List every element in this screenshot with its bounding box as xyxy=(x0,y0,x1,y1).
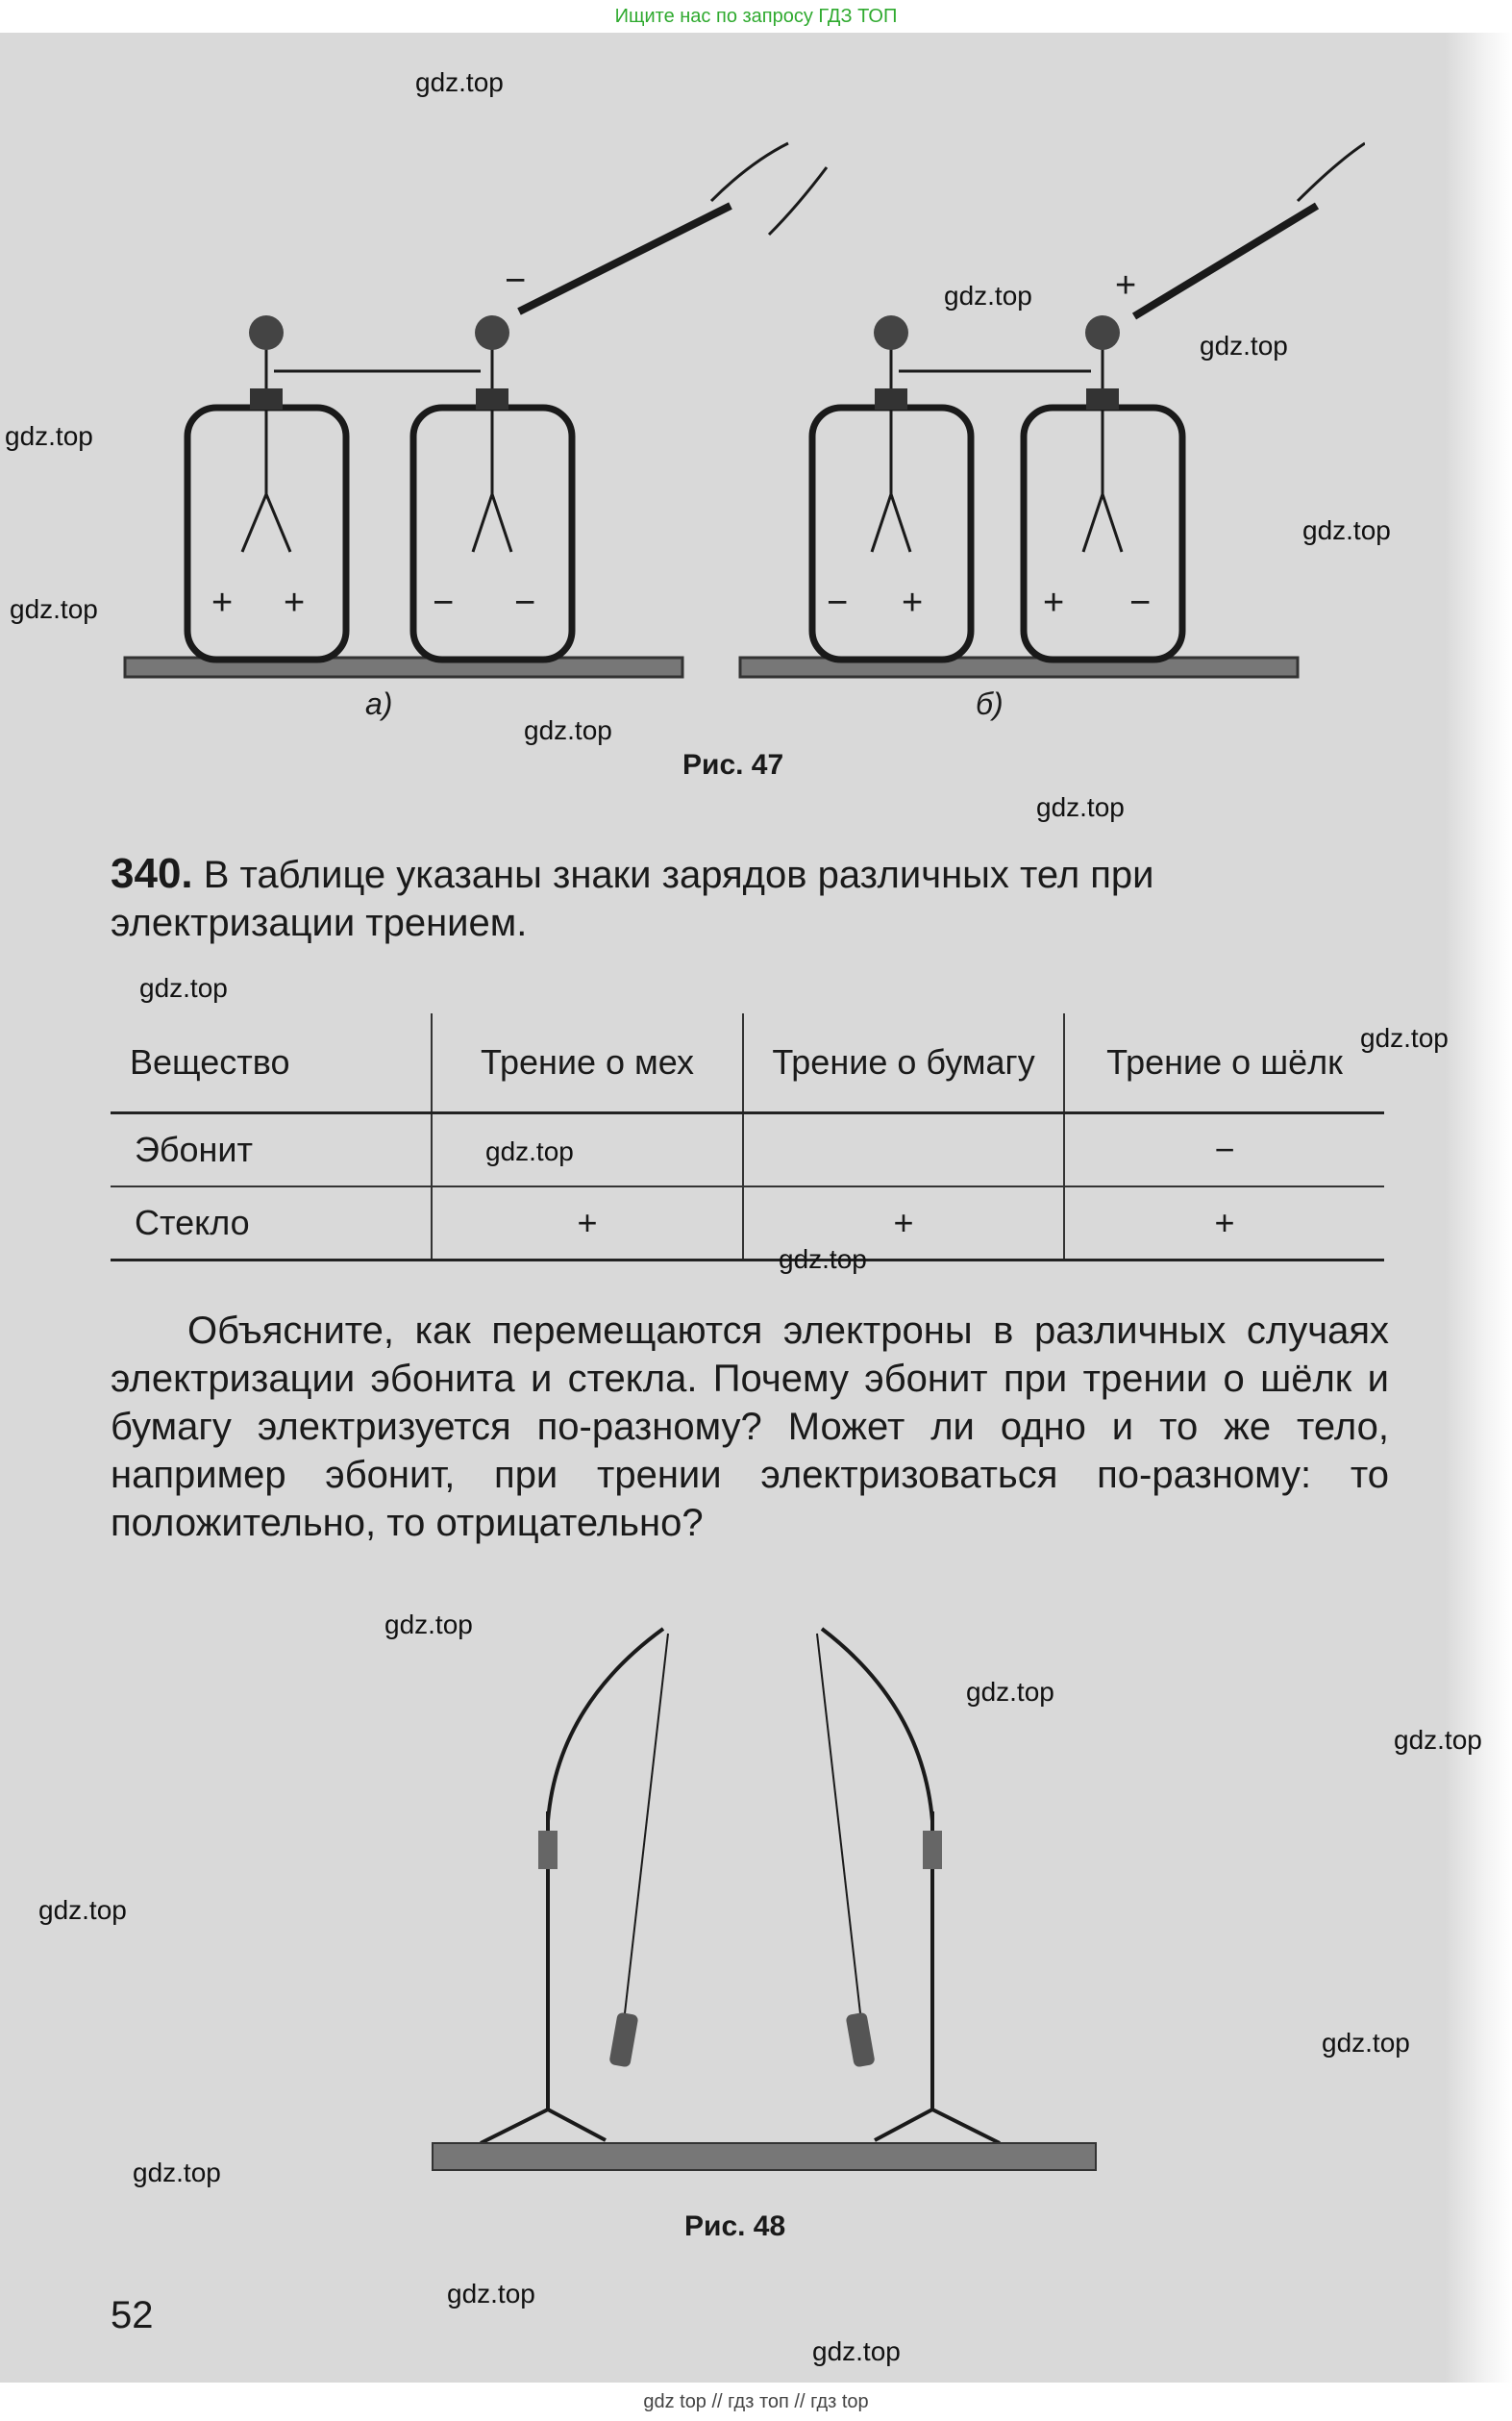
watermark: gdz.top xyxy=(139,973,228,1003)
watermark: gdz.top xyxy=(1322,2028,1410,2058)
svg-text:+: + xyxy=(902,583,924,623)
page-number: 52 xyxy=(111,2294,154,2336)
watermark: gdz.top xyxy=(1302,515,1391,545)
svg-text:−: − xyxy=(514,583,536,623)
task-340-intro xyxy=(111,850,1379,947)
svg-text:−: − xyxy=(433,583,455,623)
table-header: Трение о шёлк xyxy=(1064,1013,1384,1113)
bottom-banner[interactable]: gdz top // гдз топ // гдз top xyxy=(0,2383,1512,2421)
watermark: gdz.top xyxy=(1200,331,1288,361)
figure-47-label-b: б) xyxy=(976,686,1004,721)
rod-b-sign: + xyxy=(1115,265,1137,306)
svg-text:+: + xyxy=(284,583,306,623)
watermark: gdz.top xyxy=(447,2279,535,2309)
table-b xyxy=(740,658,1298,677)
watermark: gdz.top xyxy=(944,281,1032,311)
figure-47-caption: Рис. 47 xyxy=(682,749,784,781)
watermark: gdz.top xyxy=(966,1677,1054,1707)
svg-text:+: + xyxy=(211,583,234,623)
watermark: gdz.top xyxy=(524,715,612,745)
table-header-row xyxy=(111,1013,1384,1113)
task-number: 340. xyxy=(111,850,193,897)
svg-text:−: − xyxy=(1129,583,1152,623)
figure-48-stand xyxy=(433,2143,1096,2170)
task-text: В таблице указаны знаки зарядов различных тел при электризации трением. xyxy=(111,854,1154,944)
figure-47 xyxy=(115,129,1365,696)
watermark: gdz.top xyxy=(485,1136,574,1166)
watermark: gdz.top xyxy=(5,421,93,451)
top-banner[interactable]: Ищите нас по запросу ГДЗ ТОП xyxy=(0,0,1512,33)
svg-text:−: − xyxy=(827,583,849,623)
charges-table xyxy=(111,1013,1384,1261)
table-header: Трение о бумагу xyxy=(743,1013,1064,1113)
figure-47-label-a: а) xyxy=(365,686,393,721)
watermark: gdz.top xyxy=(779,1244,867,1274)
page-edge-shadow xyxy=(1445,33,1512,2383)
svg-text:+: + xyxy=(1043,583,1065,623)
watermark: gdz.top xyxy=(1036,792,1125,822)
table-header: Трение о мех xyxy=(432,1013,743,1113)
rod-a-sign: − xyxy=(505,261,527,301)
watermark: gdz.top xyxy=(10,594,98,624)
watermark: gdz.top xyxy=(384,1610,473,1639)
table-row: Стекло + + + xyxy=(111,1186,1384,1260)
watermark: gdz.top xyxy=(812,2336,901,2366)
watermark: gdz.top xyxy=(38,1895,127,1925)
table-row: Эбонит − xyxy=(111,1113,1384,1187)
table-header: Вещество xyxy=(111,1013,432,1113)
watermark: gdz.top xyxy=(1394,1725,1482,1755)
textbook-page xyxy=(0,33,1512,2383)
watermark: gdz.top xyxy=(1360,1023,1449,1053)
watermark: gdz.top xyxy=(133,2158,221,2187)
watermark: gdz.top xyxy=(415,67,504,97)
figure-48-caption: Рис. 48 xyxy=(684,2210,786,2242)
task-340-question: Объясните, как перемещаются электроны в различных случаях электризации эбонита и стекла. Почему эбонит при трении о шёлк и бумагу электризуется по-разному? Может ли одно и то же тело, например эбонит, при трении электризоваться по-разному: то положительно, то отрицательно? xyxy=(111,1310,1389,1544)
